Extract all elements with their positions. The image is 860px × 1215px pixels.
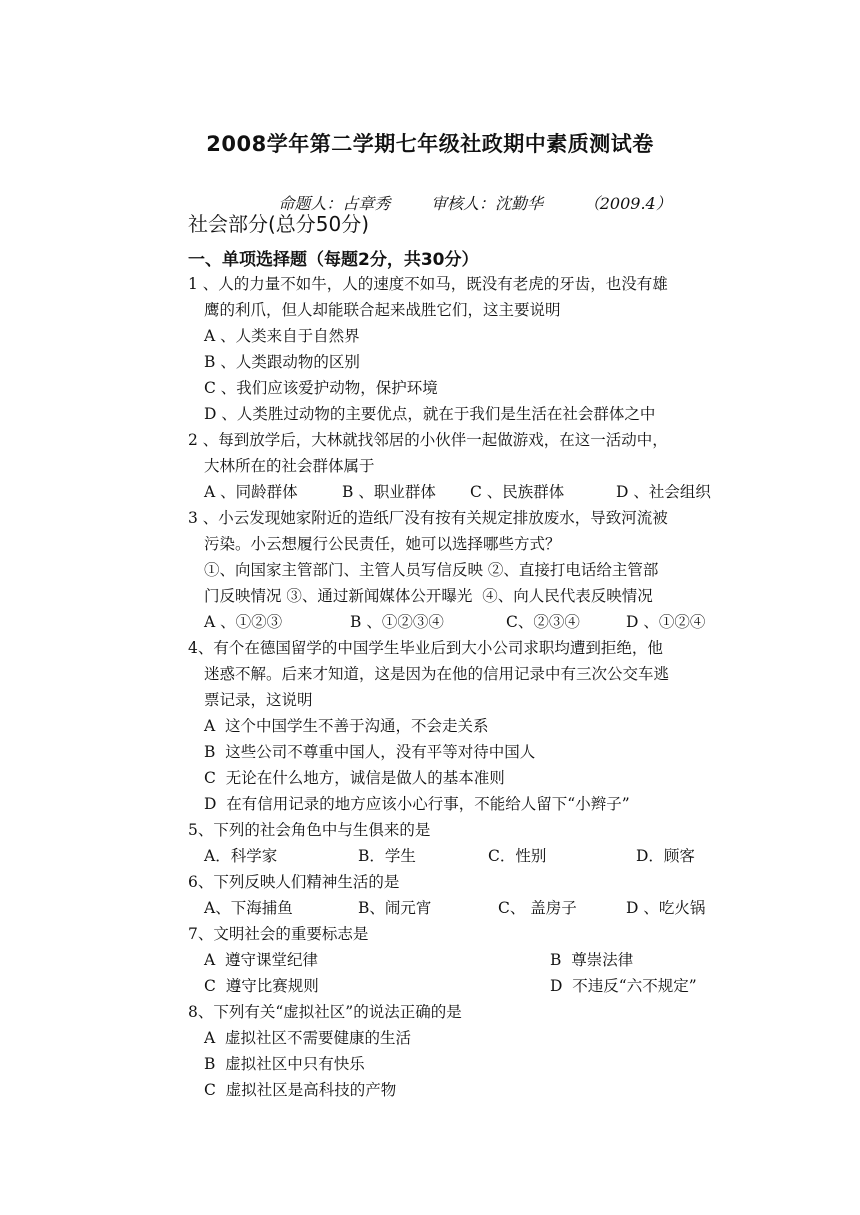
question-2-stem-line-2: 大林所在的社会群体属于: [204, 457, 375, 475]
question-7-stem: 7、文明社会的重要标志是: [188, 925, 369, 943]
question-6-options: [204, 898, 724, 918]
question-7-option-c: C 遵守比赛规则: [204, 977, 319, 995]
question-2-option-c: C 、民族群体: [470, 483, 565, 501]
question-3-option-b: B 、①②③④: [350, 613, 444, 631]
question-6-option-b: B、闹元宵: [358, 899, 432, 917]
question-3-options: [204, 612, 724, 632]
exam-title: 2008学年第二学期七年级社政期中素质测试卷: [206, 132, 654, 156]
question-5-options: [204, 846, 724, 866]
question-2-option-a: A 、同龄群体: [204, 483, 298, 501]
question-5-option-d: D．顾客: [636, 847, 695, 865]
question-3-stem-line-3: ①、向国家主管部门、主管人员写信反映 ②、直接打电话给主管部: [204, 561, 659, 579]
reviewer-label: 审核人：沈勤华: [431, 194, 544, 213]
question-4-option-a: A 这个中国学生不善于沟通，不会走关系: [204, 717, 489, 735]
question-5-option-b: B．学生: [358, 847, 416, 865]
question-4-option-b: B 这些公司不尊重中国人，没有平等对待中国人: [204, 743, 536, 761]
question-1-stem-line-1: 1 、人的力量不如牛，人的速度不如马，既没有老虎的牙齿，也没有雄: [188, 275, 668, 293]
question-8-option-a: A 虚拟社区不需要健康的生活: [204, 1029, 412, 1047]
question-5-stem: 5、下列的社会角色中与生俱来的是: [188, 821, 431, 839]
setter-label: 命题人：占章秀: [278, 194, 391, 213]
question-3-stem-line-1: 3 、小云发现她家附近的造纸厂没有按有关规定排放废水，导致河流被: [188, 509, 668, 527]
part-heading: 一、单项选择题（每题2分，共30分）: [188, 250, 479, 270]
question-8-option-b: B 虚拟社区中只有快乐: [204, 1055, 365, 1073]
question-3-stem-line-2: 污染。小云想履行公民责任，她可以选择哪些方式？: [204, 535, 561, 553]
question-2-stem-line-1: 2 、每到放学后，大林就找邻居的小伙伴一起做游戏，在这一活动中，: [188, 431, 668, 449]
question-1-option-c: C 、我们应该爱护动物，保护环境: [204, 379, 438, 397]
question-1-option-d: D 、人类胜过动物的主要优点，就在于我们是生活在社会群体之中: [204, 405, 656, 423]
section-title: 社会部分(总分50分): [188, 212, 370, 236]
question-4-stem-line-3: 票记录，这说明: [204, 691, 313, 709]
question-3-option-a: A 、①②③: [204, 613, 283, 631]
question-7-option-d: D 不违反“六不规定”: [550, 977, 697, 995]
question-6-option-a: A、下海捕鱼: [204, 899, 293, 917]
question-4-option-d: D 在有信用记录的地方应该小心行事，不能给人留下“小辫子”: [204, 795, 630, 813]
question-6-option-c: C、 盖房子: [498, 899, 577, 917]
question-3-option-c: C、②③④: [506, 613, 580, 631]
question-7-options-row-2: [204, 976, 724, 996]
question-4-option-c: C 无论在什么地方，诚信是做人的基本准则: [204, 769, 505, 787]
question-1-stem-line-2: 鹰的利爪，但人却能联合起来战胜它们，这主要说明: [204, 301, 561, 319]
question-3-option-d: D 、①②④: [626, 613, 706, 631]
question-4-stem-line-2: 迷惑不解。后来才知道，这是因为在他的信用记录中有三次公交车逃: [204, 665, 670, 683]
question-5-option-a: A．科学家: [204, 847, 278, 865]
question-6-option-d: D 、吃火锅: [626, 899, 706, 917]
question-8-option-c: C 虚拟社区是高科技的产物: [204, 1081, 397, 1099]
question-8-stem: 8、下列有关“虚拟社区”的说法正确的是: [188, 1003, 462, 1021]
question-4-stem-line-1: 4、有个在德国留学的中国学生毕业后到大小公司求职均遭到拒绝，他: [188, 639, 663, 657]
question-5-option-c: C．性别: [488, 847, 547, 865]
question-3-stem-line-4: 门反映情况 ③、通过新闻媒体公开曝光 ④、向人民代表反映情况: [204, 587, 653, 605]
question-2-options: [204, 482, 724, 502]
question-2-option-d: D 、社会组织: [616, 483, 711, 501]
question-7-option-b: B 尊崇法律: [550, 951, 634, 969]
question-7-option-a: A 遵守课堂纪律: [204, 951, 319, 969]
question-6-stem: 6、下列反映人们精神生活的是: [188, 873, 400, 891]
question-1-option-b: B 、人类跟动物的区别: [204, 353, 360, 371]
question-2-option-b: B 、职业群体: [342, 483, 436, 501]
exam-date: （2009.4）: [583, 194, 672, 213]
question-1-option-a: A 、人类来自于自然界: [204, 327, 360, 345]
question-7-options-row-1: [204, 950, 724, 970]
